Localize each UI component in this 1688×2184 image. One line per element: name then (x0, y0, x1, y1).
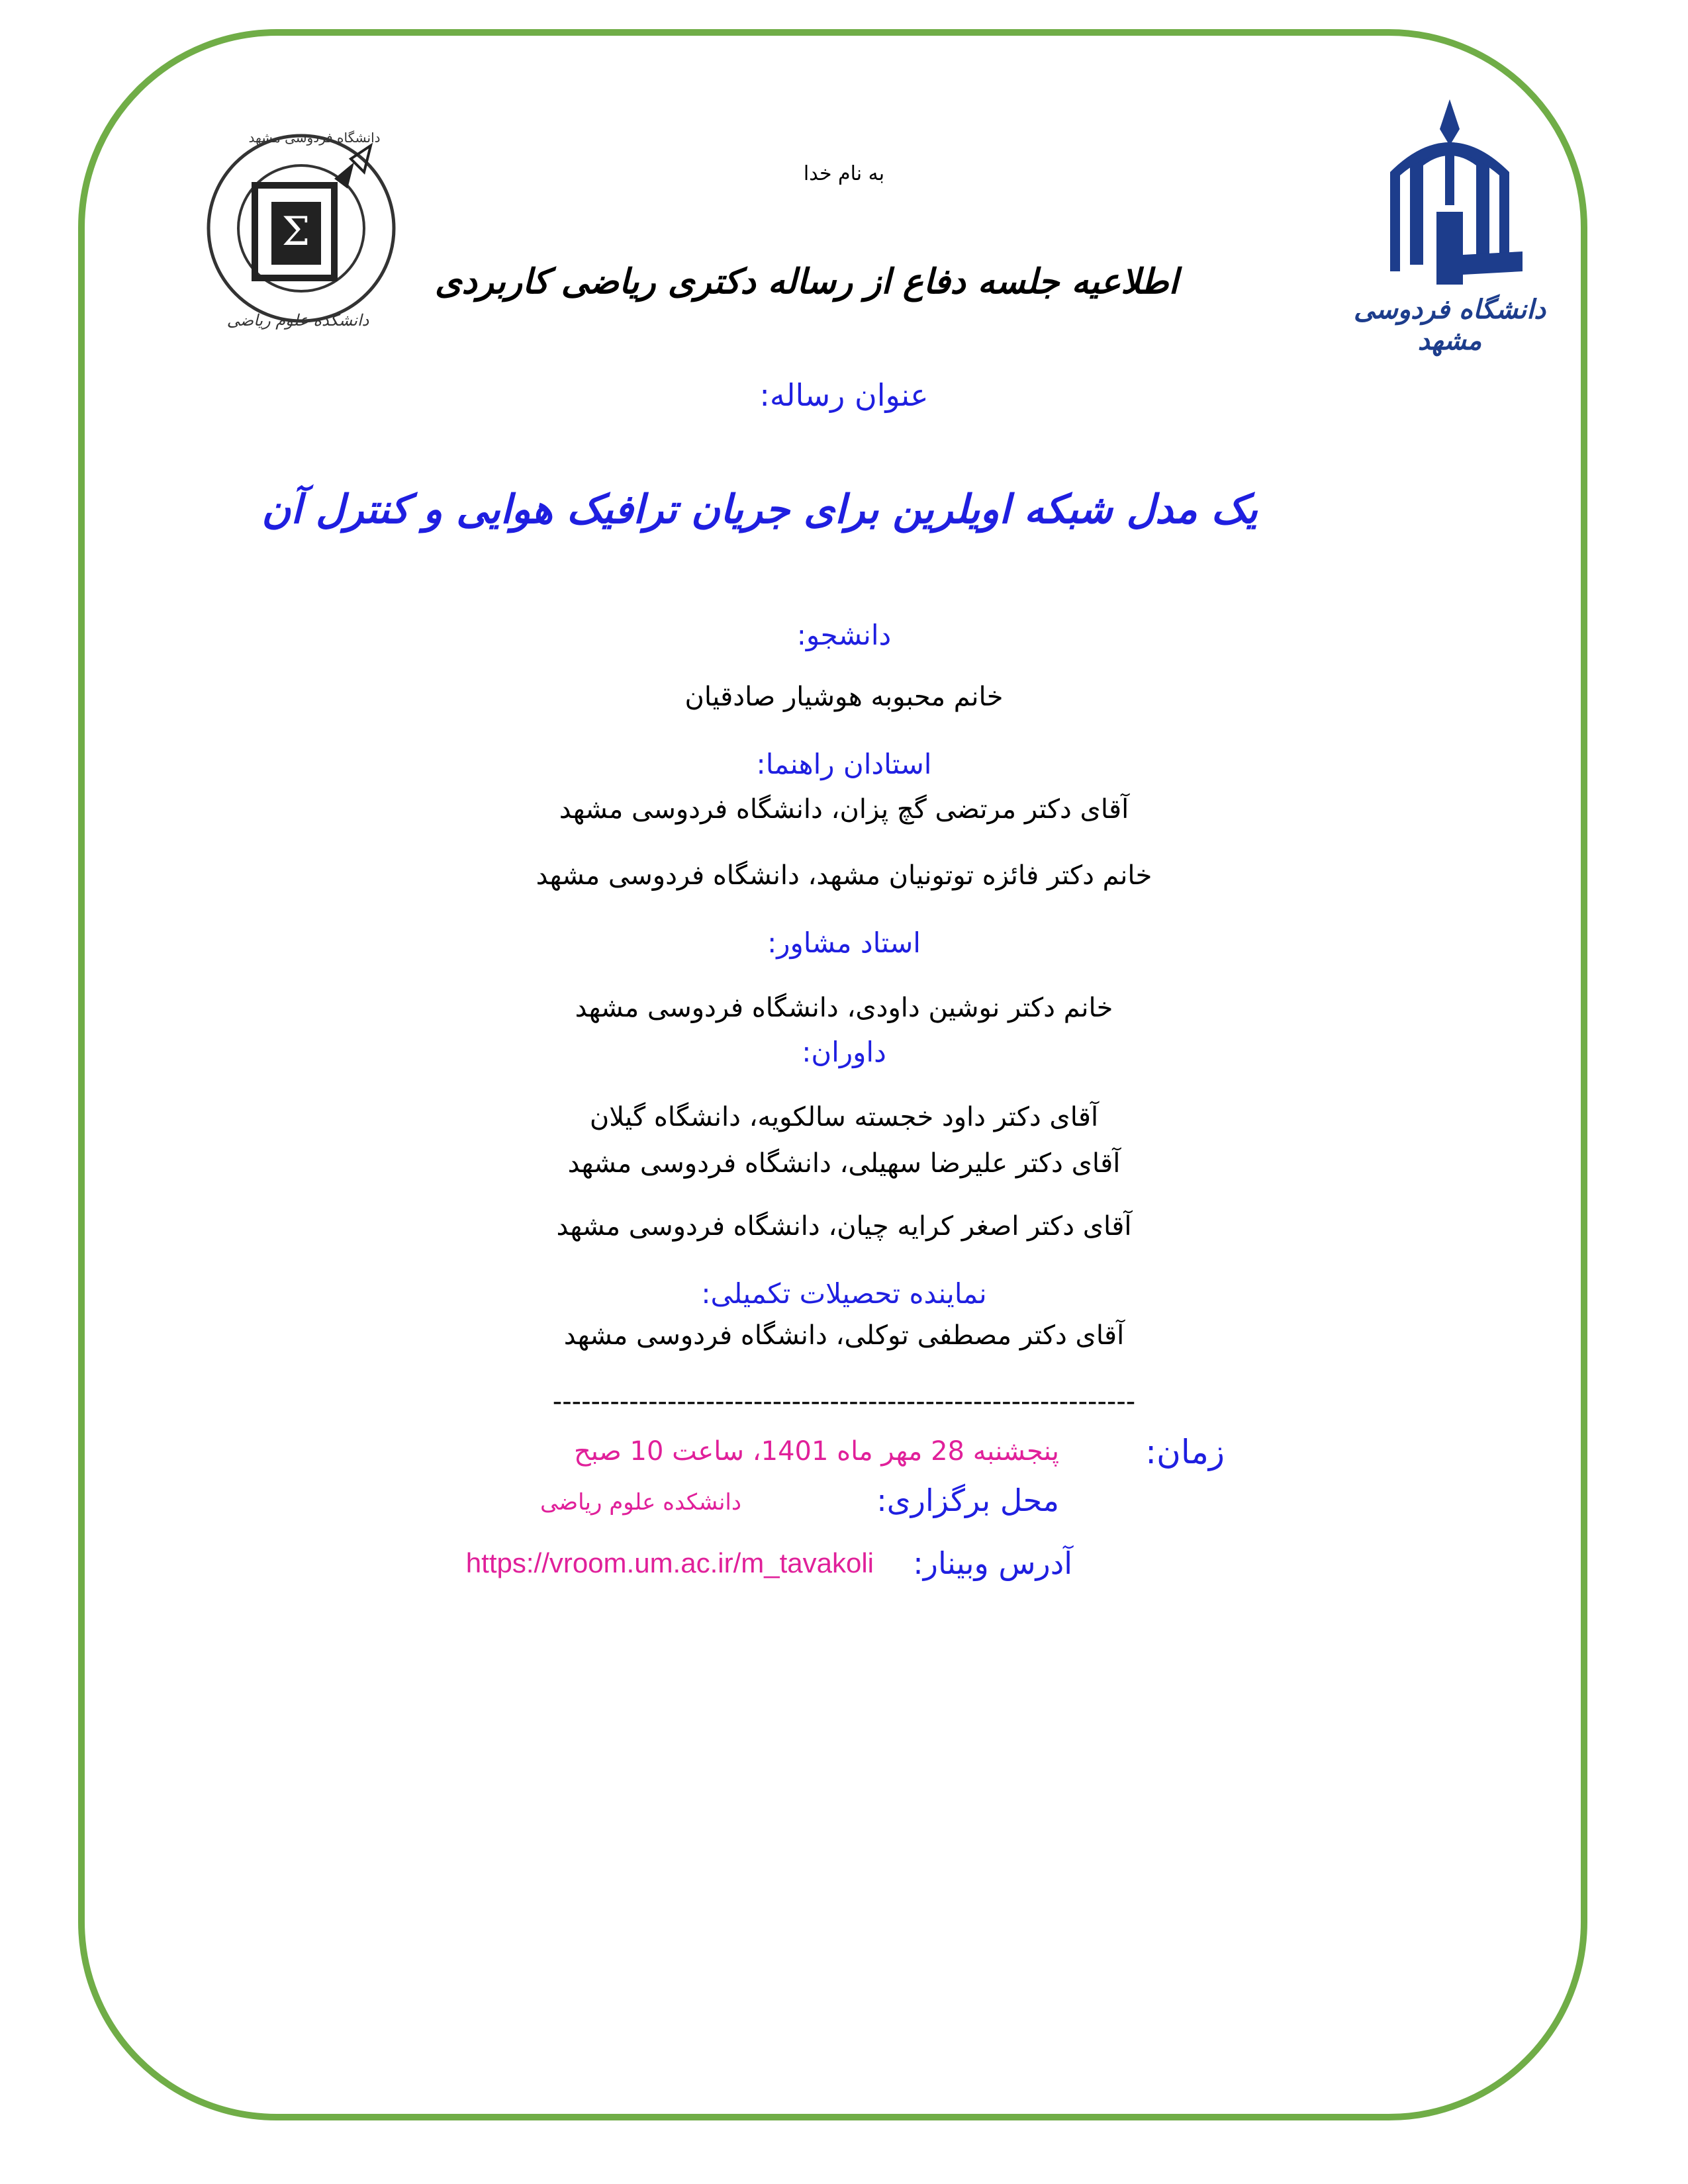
place-label: محل برگزاری: (876, 1482, 1059, 1518)
time-label: زمان: (1145, 1433, 1225, 1471)
bismillah: به نام خدا (803, 162, 885, 185)
thesis-title: یک مدل شبکه اویلرین برای جریان ترافیک هوایی و کنترل آن (261, 486, 1258, 533)
advisor-name: خانم دکتر نوشین داودی، دانشگاه فردوسی مشهد (575, 993, 1113, 1023)
ferdowsi-university-icon (1350, 99, 1549, 298)
divider: ------------------------------------------------------------- (552, 1387, 1136, 1417)
student-label: دانشجو: (796, 619, 892, 651)
referee-item: آقای دکتر داود خجسته سالکویه، دانشگاه گیلان (589, 1102, 1099, 1132)
svg-text:Σ: Σ (281, 208, 310, 255)
graduate-rep-label: نماینده تحصیلات تکمیلی: (701, 1277, 987, 1310)
supervisor-item: آقای دکتر مرتضی گچ پزان، دانشگاه فردوسی مشهد (559, 794, 1129, 825)
referee-item: آقای دکتر علیرضا سهیلی، دانشگاه فردوسی مشهد (567, 1148, 1121, 1179)
faculty-seal-text-top: دانشگاه فردوسی مشهد (248, 130, 381, 146)
referee-item: آقای دکتر اصغر کرایه چیان، دانشگاه فردوسی مشهد (556, 1211, 1132, 1242)
faculty-seal-icon (199, 126, 404, 331)
faculty-seal (199, 126, 404, 331)
supervisors-label: استادان راهنما: (756, 748, 932, 780)
place-value: دانشکده علوم ریاضی (539, 1489, 741, 1516)
webinar-label: آدرس وبینار: (913, 1545, 1072, 1581)
faculty-seal-text-bottom: دانشکده علوم ریاضی (226, 311, 369, 330)
announcement-title: اطلاعیه جلسه دفاع از رساله دکتری ریاضی کاربردی (434, 261, 1178, 302)
supervisor-item: خانم دکتر فائزه توتونیان مشهد، دانشگاه فردوسی مشهد (536, 860, 1152, 891)
time-value: پنجشنبه 28 مهر ماه 1401، ساعت 10 صبح (573, 1436, 1059, 1467)
referees-label: داوران: (802, 1036, 886, 1068)
student-name: خانم محبوبه هوشیار صادقیان (684, 682, 1004, 712)
university-logo (1350, 99, 1549, 356)
graduate-rep-name: آقای دکتر مصطفی توکلی، دانشگاه فردوسی مشهد (563, 1320, 1125, 1351)
thesis-label: عنوان رساله: (759, 377, 929, 413)
university-logo-text: دانشگاه فردوسی مشهد (1353, 294, 1546, 356)
webinar-url[interactable]: https://vroom.um.ac.ir/m_tavakoli (465, 1547, 874, 1578)
advisor-label: استاد مشاور: (767, 927, 921, 959)
